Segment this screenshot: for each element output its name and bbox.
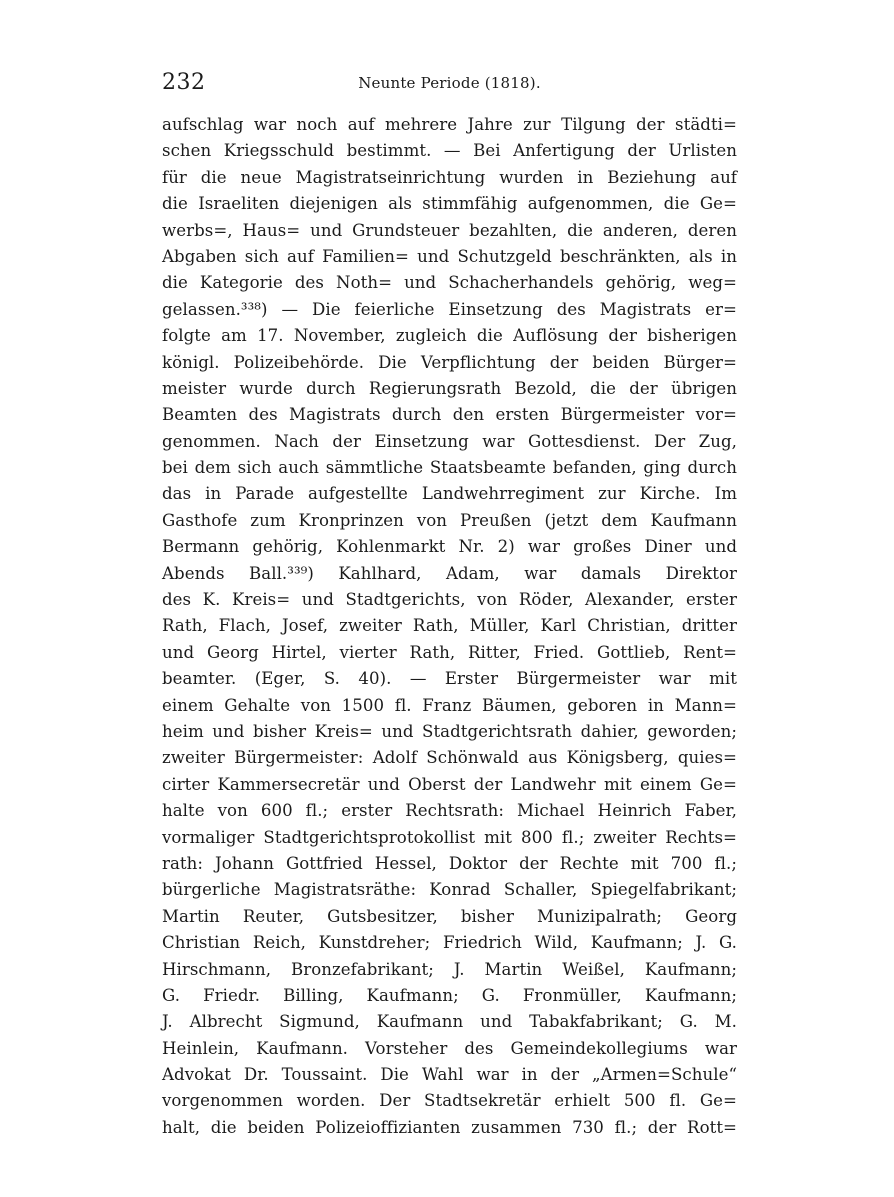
text-line: halte von 600 fl.; erster Rechtsrath: Michael Heinrich Faber, bbox=[162, 801, 737, 821]
page-header bbox=[162, 70, 737, 100]
page-number: 232 bbox=[162, 70, 206, 95]
body-text bbox=[162, 112, 737, 1141]
text-line: Abends Ball.³³⁹) Kahlhard, Adam, war damals Direktor bbox=[162, 563, 737, 583]
text-line: einem Gehalte von 1500 fl. Franz Bäumen, geboren in Mann= bbox=[162, 695, 737, 715]
text-line: die Israeliten diejenigen als stimmfähig aufgenommen, die Ge= bbox=[162, 194, 737, 214]
text-line: Rath, Flach, Josef, zweiter Rath, Müller, Karl Christian, dritter bbox=[162, 616, 737, 636]
text-line: die Kategorie des Noth= und Schacherhandels gehörig, weg= bbox=[162, 273, 737, 293]
text-line: werbs=, Haus= und Grundsteuer bezahlten, die anderen, deren bbox=[162, 220, 737, 240]
text-line: folgte am 17. November, zugleich die Auflösung der bisherigen bbox=[162, 326, 737, 346]
text-line: J. Albrecht Sigmund, Kaufmann und Tabakfabrikant; G. M. bbox=[162, 1012, 737, 1032]
text-line: beamter. (Eger, S. 40). — Erster Bürgermeister war mit bbox=[162, 669, 737, 689]
text-line: rath: Johann Gottfried Hessel, Doktor der Rechte mit 700 fl.; bbox=[162, 853, 737, 873]
text-line: meister wurde durch Regierungsrath Bezold, die der übrigen bbox=[162, 378, 737, 398]
text-line: vormaliger Stadtgerichtsprotokollist mit 800 fl.; zweiter Rechts= bbox=[162, 827, 737, 847]
text-line: Abgaben sich auf Familien= und Schutzgeld beschränkten, als in bbox=[162, 246, 737, 266]
text-line: Bermann gehörig, Kohlenmarkt Nr. 2) war großes Diner und bbox=[162, 537, 737, 557]
text-line: genommen. Nach der Einsetzung war Gottesdienst. Der Zug, bbox=[162, 431, 737, 451]
text-line: G. Friedr. Billing, Kaufmann; G. Fronmüller, Kaufmann; bbox=[162, 985, 737, 1005]
text-line: zweiter Bürgermeister: Adolf Schönwald aus Königsberg, quies= bbox=[162, 748, 737, 768]
text-line: aufschlag war noch auf mehrere Jahre zur Tilgung der städti= bbox=[162, 115, 737, 134]
text-line: Heinlein, Kaufmann. Vorsteher des Gemeindekollegiums war bbox=[162, 1038, 737, 1058]
text-line: Martin Reuter, Gutsbesitzer, bisher Munizipalrath; Georg bbox=[162, 906, 737, 926]
text-line: für die neue Magistratseinrichtung wurden in Beziehung auf bbox=[162, 167, 737, 187]
running-head: Neunte Periode (1818). bbox=[358, 74, 541, 92]
text-line: Advokat Dr. Toussaint. Die Wahl war in der „Armen=Schule“ bbox=[162, 1065, 737, 1085]
text-line: cirter Kammersecretär und Oberst der Landwehr mit einem Ge= bbox=[162, 774, 737, 794]
text-line: des K. Kreis= und Stadtgerichts, von Röder, Alexander, erster bbox=[162, 590, 737, 610]
text-line: schen Kriegsschuld bestimmt. — Bei Anfertigung der Urlisten bbox=[162, 141, 737, 161]
text-line: Beamten des Magistrats durch den ersten Bürgermeister vor= bbox=[162, 405, 737, 425]
text-line: vorgenommen worden. Der Stadtsekretär erhielt 500 fl. Ge= bbox=[162, 1091, 737, 1111]
text-line: Hirschmann, Bronzefabrikant; J. Martin Weißel, Kaufmann; bbox=[162, 959, 737, 979]
text-line: gelassen.³³⁸) — Die feierliche Einsetzung des Magistrats er= bbox=[162, 299, 737, 319]
text-line: und Georg Hirtel, vierter Rath, Ritter, Fried. Gottlieb, Rent= bbox=[162, 642, 737, 662]
text-line: königl. Polizeibehörde. Die Verpflichtung der beiden Bürger= bbox=[162, 352, 737, 372]
text-line: halt, die beiden Polizeioffizianten zusammen 730 fl.; der Rott= bbox=[162, 1117, 737, 1137]
text-line: das in Parade aufgestellte Landwehrregiment zur Kirche. Im bbox=[162, 484, 737, 504]
text-line: Gasthofe zum Kronprinzen von Preußen (jetzt dem Kaufmann bbox=[162, 510, 737, 530]
text-line: bürgerliche Magistratsräthe: Konrad Schaller, Spiegelfabrikant; bbox=[162, 880, 737, 900]
text-line: Christian Reich, Kunstdreher; Friedrich Wild, Kaufmann; J. G. bbox=[162, 933, 737, 953]
text-line: bei dem sich auch sämmtliche Staatsbeamte befanden, ging durch bbox=[162, 458, 737, 478]
book-page bbox=[162, 70, 737, 1141]
text-line: heim und bisher Kreis= und Stadtgerichtsrath dahier, geworden; bbox=[162, 721, 737, 741]
